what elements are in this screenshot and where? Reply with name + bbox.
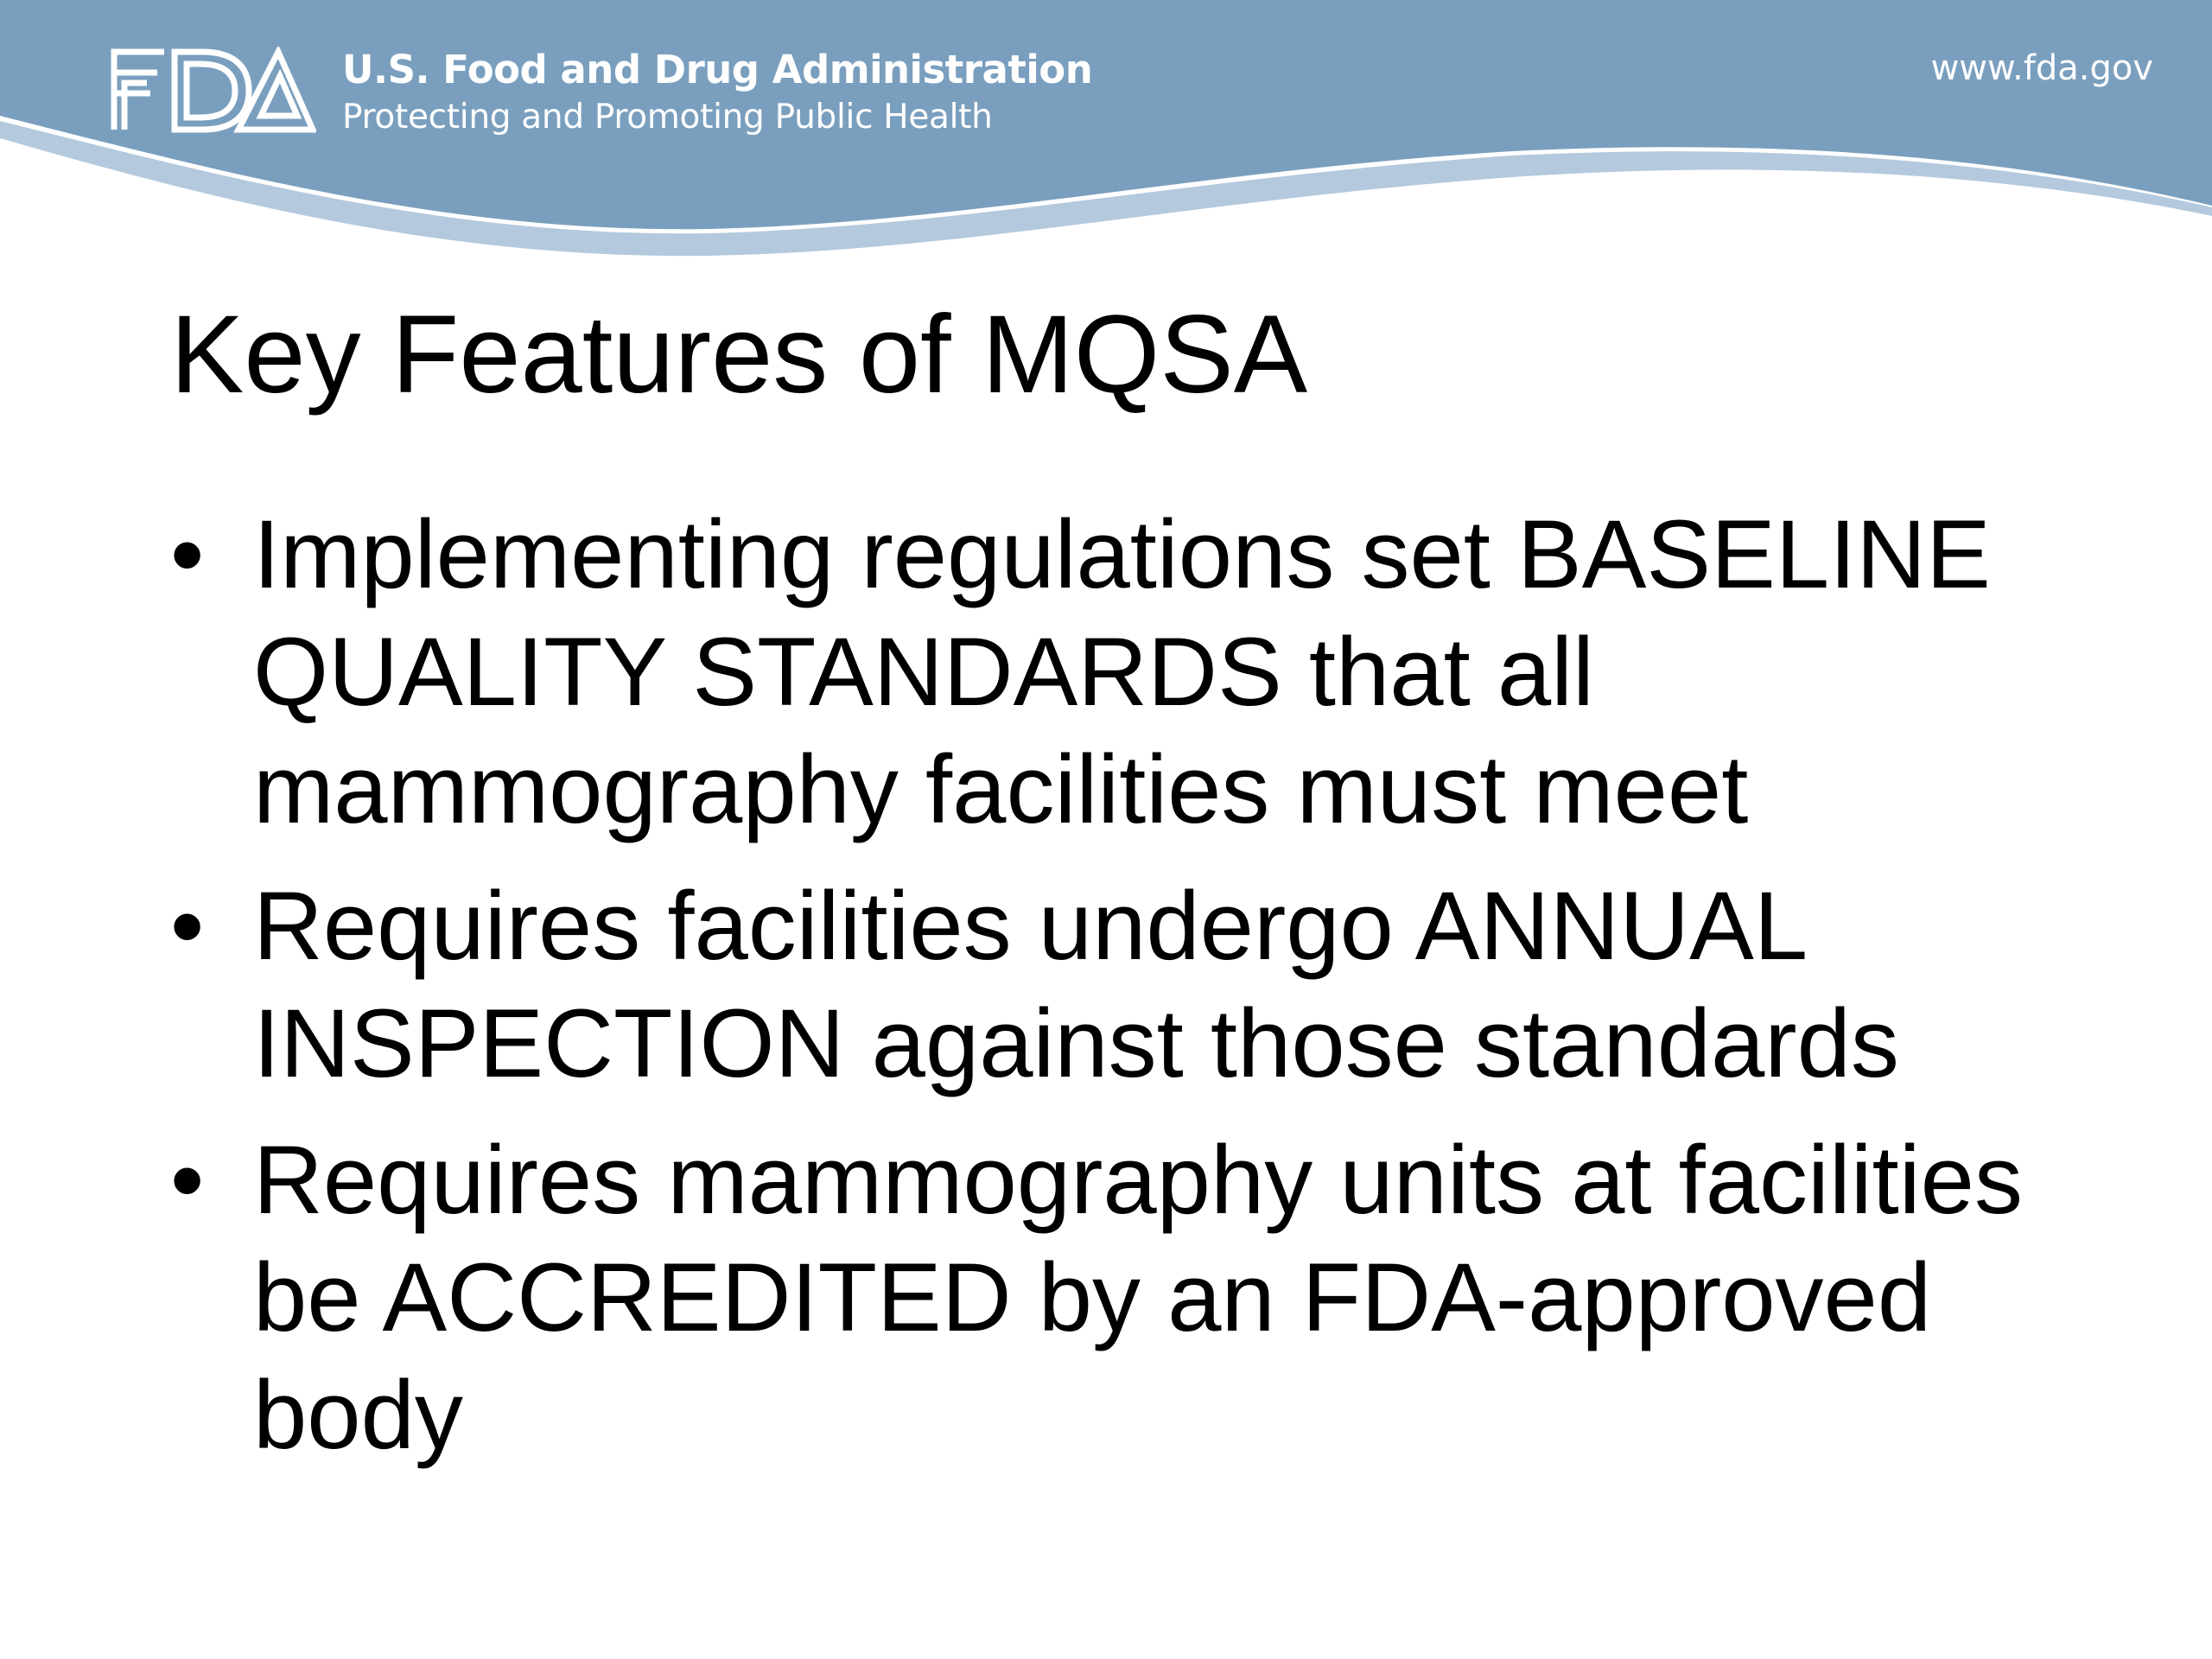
fda-logo [109,47,316,135]
bullet-text: Implementing regulations set BASELINE QUALITY STANDARDS that all mammography facilities must meet [253,500,1991,843]
bullet-text: Requires facilities undergo ANNUAL INSPECTION against those standards [253,872,1899,1097]
website-url[interactable]: www.fda.gov [1930,48,2153,88]
bullet-list [170,496,2149,1493]
agency-name: U.S. Food and Drug Administration [342,47,1093,92]
bullet-dot: • [170,500,205,608]
slide-title: Key Features of MQSA [170,293,1308,416]
bullet-item [170,496,2149,849]
bullet-dot: • [170,1126,205,1234]
agency-block [342,45,1092,140]
bullet-dot: • [170,872,205,980]
bullet-text: Requires mammography units at facilities be ACCREDITED by an FDA-approved body [253,1126,2023,1469]
bullet-item [170,868,2149,1103]
banner-fill [0,0,2212,229]
header-banner [0,0,2212,259]
bullet-item [170,1122,2149,1474]
agency-tagline: Protecting and Promoting Public Health [342,98,993,137]
